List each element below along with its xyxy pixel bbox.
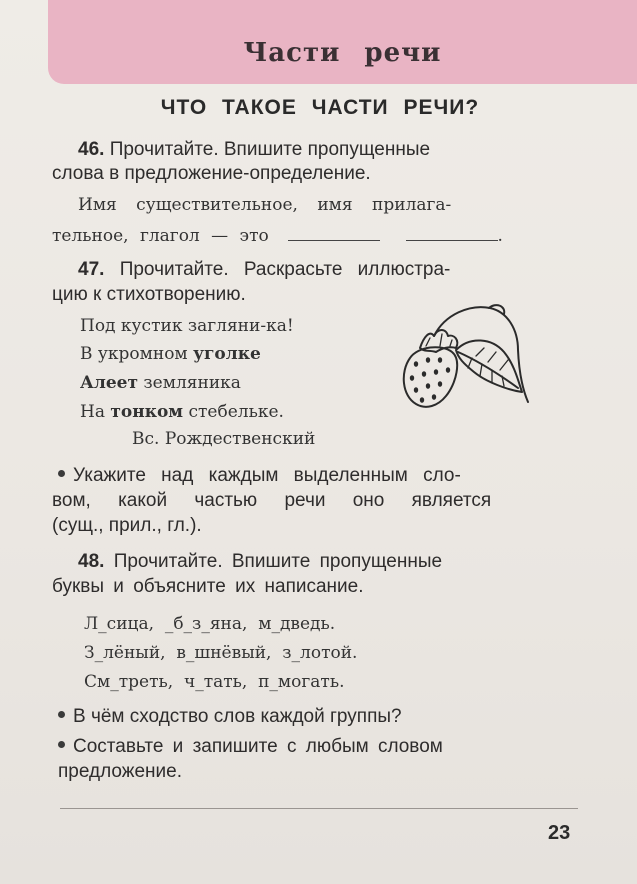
- poem-line-2-text: В укромном: [80, 344, 194, 364]
- ex46-instruction-line-2: слова в предложение-определение.: [52, 163, 371, 184]
- strawberry-icon: [390, 300, 550, 418]
- poem-line-3: [80, 371, 241, 395]
- poem-line-4-text-b: стебельке.: [183, 402, 284, 422]
- poem-line-4: [80, 400, 284, 424]
- ex48-question-2-line-1: [58, 735, 443, 759]
- ex48-instruction-line-1: [78, 550, 442, 574]
- poem-line-3-text: земляника: [138, 373, 241, 393]
- bullet-icon: [58, 741, 65, 748]
- ex48-word-row-1: Л_сица, _б_з_яна, м_дведь.: [84, 614, 336, 634]
- ex46-sentence-text-2: тельное, глагол — это: [52, 226, 269, 246]
- page-number: 23: [548, 822, 571, 844]
- ex47-instruction-text-1: Прочитайте. Раскрасьте иллюстра-: [119, 259, 451, 280]
- ex48-question-1-text: В чём сходство слов каждой группы?: [73, 706, 402, 727]
- ex48-question-2-text-1: Составьте и запишите с любым словом: [73, 736, 443, 757]
- ex46-answer-blank-1[interactable]: [288, 240, 380, 241]
- bullet-icon: [58, 470, 65, 477]
- ex48-instruction-line-2: буквы и объясните их написание.: [52, 576, 364, 597]
- ex46-sentence-line-2: [52, 224, 503, 248]
- bullet-icon: [58, 711, 65, 718]
- ex47-task-line-3: (сущ., прил., гл.).: [52, 515, 202, 536]
- footer-divider: [60, 808, 578, 809]
- ex46-sentence-end: .: [497, 226, 503, 246]
- poem-highlighted-word-tonkom: тонком: [110, 402, 184, 422]
- ex47-instruction-line-1: [78, 258, 450, 282]
- poem-line-4-text-a: На: [80, 402, 111, 422]
- ex46-sentence-line-1: Имя существительное, имя прилага-: [78, 195, 452, 215]
- ex46-instruction-line-1: [78, 138, 430, 162]
- poem-author: Вс. Рождественский: [132, 429, 316, 449]
- ex46-instruction-text-1: Прочитайте. Впишите пропущенные: [109, 139, 431, 160]
- section-title: ЧТО ТАКОЕ ЧАСТИ РЕЧИ?: [160, 96, 480, 119]
- ex48-number: 48.: [78, 551, 105, 572]
- ex46-number: 46.: [78, 139, 105, 160]
- ex48-question-1: [58, 705, 402, 729]
- poem-highlighted-word-ugolke: уголке: [193, 344, 261, 364]
- chapter-title: Части речи: [243, 38, 442, 68]
- ex47-instruction-line-2: цию к стихотворению.: [52, 284, 246, 305]
- poem-highlighted-word-aleet: Алеет: [80, 373, 138, 393]
- ex47-number: 47.: [78, 259, 105, 280]
- poem-line-1: Под кустик загляни-ка!: [80, 316, 294, 336]
- ex48-instruction-text-1: Прочитайте. Впишите пропущенные: [113, 551, 443, 572]
- ex48-question-2-line-2: предложение.: [58, 761, 182, 782]
- ex47-task-line-2: вом, какой частью речи оно является: [52, 490, 492, 511]
- ex48-word-row-3: См_треть, ч_тать, п_могать.: [84, 672, 345, 692]
- ex47-task-line-1: [58, 464, 461, 488]
- ex47-task-text-1: Укажите над каждым выделенным сло-: [73, 465, 461, 486]
- ex48-word-row-2: З_лёный, в_шнёвый, з_лотой.: [84, 643, 358, 663]
- ex46-answer-blank-2[interactable]: [406, 240, 498, 241]
- poem-line-2: [80, 342, 261, 366]
